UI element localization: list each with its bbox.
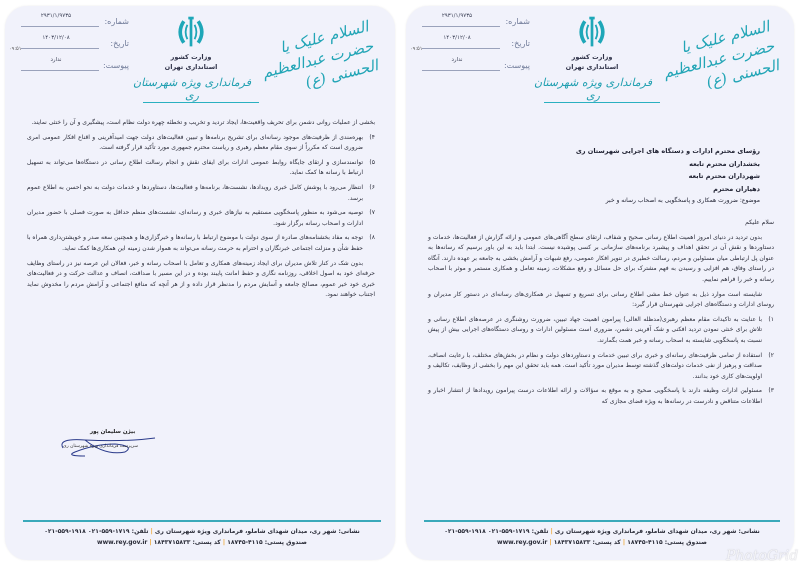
province-name: استانداری تهران xyxy=(164,63,218,71)
letter-meta xyxy=(9,13,129,80)
item-number: ۶) xyxy=(369,183,375,191)
letter-body xyxy=(27,118,375,305)
governorate-name: فرمانداری ویژه شهرستان ری xyxy=(534,76,652,102)
item-text: توانمندسازی و ارتقای جایگاه روابط عمومی ادارات برای ایفای نقش و انجام رسالت اطلاع رسانی در دستگاه‌ها می‌تواند به تسهیل ارتباط با رسانه ها کمک نماید. xyxy=(27,158,363,177)
ministry-name: وزارت کشور xyxy=(170,53,212,61)
time-value: ۰۹:۵۱ xyxy=(9,46,22,52)
time-value: ۰۹:۵۱ xyxy=(410,46,423,52)
footer-website[interactable]: www.rey.gov.ir xyxy=(97,539,148,546)
photogrid-watermark: PhotoGrid xyxy=(726,548,799,564)
date-label: تاریخ: xyxy=(511,39,530,48)
item-text: استفاده از تمامی ظرفیت‌های رسانه‌ای و خبری برای تبیین خدمات و دستاوردهای دولت و نظام در بخش‌های مختلف، با رعایت انصاف، صداقت و پرهیز از نفی خدمات دولت‌های گذشته توسط مدیران مورد تأکید است. همه باید تحقق این مهم را بخشی از وظایف، تکالیف و اولویت‌های کاری خود بدانند. xyxy=(428,351,762,380)
list-item xyxy=(27,233,375,254)
item-number: ۷) xyxy=(369,209,375,217)
footer-phone: تلفن: ۱۷۱۹-۵۵۹-۰۲۱ ۱۹۱۸-۵۵۹-۰۲۱ xyxy=(44,528,149,535)
lead-paragraph: شایسته است موارد ذیل به عنوان خط مشی اطلاع رسانی برای تسریع و تسهیل در همکاری‌های رسانه‌ای در دستور کار مدیران و روسای ادارات و دستگاه‌های اجرایی شهرستان قرار گیرد: xyxy=(428,290,774,309)
list-item xyxy=(428,315,774,347)
date-value: ۱۴۰۳/۱۲/۰۸ xyxy=(42,35,70,41)
item-text: توجه به مفاد بخشنامه‌های صادره از سوی دولت با موضوع ارتباط با رسانه‌ها و خبرگزاری‌ها و همچنین سعه صدر و خویشتن‌داری همراه با حفظ شأن و منزلت اجتماعی خبرنگاران و احترام به حرمت رسانه می‌تواند به هموار شدن زمینه این همکاری‌ها کمک نماید. xyxy=(27,234,363,252)
addressee: شهرداران محترم تابعه xyxy=(688,172,760,180)
salutation-calligraphy: السلام علیک یا حضرت عبدالعظیم الحسنی (ع) xyxy=(260,17,380,92)
footer-po-box: صندوق پستی: ۴۱۱۵-۱۸۷۴۵ xyxy=(627,539,707,546)
number-label: شماره: xyxy=(505,17,530,26)
list-item xyxy=(428,386,774,407)
continuation-paragraph: بخشی از عملیات روانی دشمن برای تحریف واقعیت‌ها، ایجاد تردید و تخریب و تخطئه چهره دولت نظام است، پیشگیری و آن را خنثی نمایند. xyxy=(31,119,375,126)
number-value: ۲۹۳۱/۱/۹۷۳۵ xyxy=(40,13,72,19)
item-text: انتظار می‌رود با پوشش کامل خبری رویدادها، نشست‌ها، برنامه‌ها و فعالیت‌ها، دستاوردها و خدمات دولت به نحو احسن به اطلاع عموم برسد. xyxy=(27,183,363,202)
item-number: ۴) xyxy=(369,133,375,141)
item-text: بهره‌مندی از ظرفیت‌های موجود رسانه‌ای برای تشریح برنامه‌ها و تبیین فعالیت‌های دولت جهت امیدآفرینی و اقناع افکار عمومی امری ضروری است که مکرراً از سوی مقام معظم رهبری و ریاست محترم جمهوری مورد تأکید قرار گرفته است. xyxy=(27,133,363,152)
footer-address: نشانی: شهر ری، میدان شهدای شاملو، فرمانداری ویژه شهرستان ری xyxy=(154,528,360,535)
signer-title: سرپرست فرمانداری ویژه شهرستان ری xyxy=(63,444,138,449)
attachment-label: پیوست: xyxy=(102,61,129,70)
footer-postal-code: کد پستی: ۱۸۴۳۷۱۵۸۳۳ xyxy=(553,539,621,546)
closing-paragraph: بدون شک در کنار تلاش مدیران برای ایجاد زمینه‌های همکاری و تعامل با اصحاب رسانه و خبر، فعالان این عرصه نیز در راستای وظایف حرفه‌ای خود به اصول اخلاقی، روزنامه نگاری و حفظ امانت پایبند بوده و در این مسیر با صداقت، انصاف و عدالت حرکت و در فعالیت‌های خبری خود خیر عموم، مصالح جامعه و آسایش مردم را مدنظر قرار داده و از هر آنچه که منافع اجتماعی و آرامش مردم را مخدوش نماید اجتناب خواهند نمود. xyxy=(27,259,375,299)
footer-po-box: صندوق پستی: ۴۱۱۵-۱۸۷۴۵ xyxy=(227,539,307,546)
list-item xyxy=(27,158,375,179)
footer-divider xyxy=(23,520,381,522)
letter-footer: نشانی: شهر ری، میدان شهدای شاملو، فرمانداری ویژه شهرستان ری | تلفن: ۱۷۱۹-۵۵۹-۰۲۱ ۱۹۱۸-۵۵۹-۰۲۱ صندوق پستی: ۴۱۱۵-۱۸۷۴۵ | کد پستی: ۱۸۴۳۷۱۵۸۳۳ | www.rey.gov.ir xyxy=(44,528,360,546)
list-item xyxy=(428,351,774,383)
attachment-value: ندارد xyxy=(451,57,463,63)
footer-address: نشانی: شهر ری، میدان شهدای شاملو، فرمانداری ویژه شهرستان ری xyxy=(554,528,760,535)
date-label: تاریخ: xyxy=(110,39,129,48)
iran-emblem-icon xyxy=(574,14,610,50)
item-text: توصیه می‌شود به منظور پاسخگویی مستقیم به نیازهای خبری و رسانه‌ای، نشست‌های منظم حداقل به صورت فصلی با حضور مدیران ادارات و اصحاب رسانه برگزار شود. xyxy=(27,209,363,227)
header-divider xyxy=(143,102,259,103)
number-label: شماره: xyxy=(104,17,129,26)
subject-line: موضوع: ضرورت همکاری و پاسخگویی به اصحاب رسانه و خبر xyxy=(605,197,760,204)
iran-emblem-icon xyxy=(173,14,209,50)
addressee: بخشداران محترم تابعه xyxy=(689,159,760,168)
item-number: ۱) xyxy=(768,315,774,323)
list-item xyxy=(27,208,375,229)
governorate-name: فرمانداری ویژه شهرستان ری xyxy=(133,76,251,102)
header-divider xyxy=(544,102,660,103)
footer-website[interactable]: www.rey.gov.ir xyxy=(497,539,548,546)
footer-phone: تلفن: ۱۷۱۹-۵۵۹-۰۲۱ ۱۹۱۸-۵۵۹-۰۲۱ xyxy=(444,528,549,535)
signer-name: بیژن سلیمان پور xyxy=(90,429,136,435)
footer-postal-code: کد پستی: ۱۸۴۳۷۱۵۸۳۳ xyxy=(153,539,221,546)
item-number: ۸) xyxy=(369,234,375,242)
greeting: سلام علیکم xyxy=(745,219,774,226)
addressee-block xyxy=(576,145,760,208)
ministry-name: وزارت کشور xyxy=(571,53,613,61)
letter-footer: نشانی: شهر ری، میدان شهدای شاملو، فرمانداری ویژه شهرستان ری | تلفن: ۱۷۱۹-۵۵۹-۰۲۱ ۱۹۱۸-۵۵۹-۰۲۱ صندوق پستی: ۴۱۱۵-۱۸۷۴۵ | کد پستی: ۱۸۴۳۷۱۵۸۳۳ | www.rey.gov.ir xyxy=(444,528,760,546)
letter-meta xyxy=(410,13,530,80)
attachment-value: ندارد xyxy=(50,57,62,63)
letter-page-1 xyxy=(406,6,794,560)
number-value: ۲۹۳۱/۱/۹۷۳۵ xyxy=(441,13,473,19)
date-value: ۱۴۰۳/۱۲/۰۸ xyxy=(443,35,471,41)
province-name: استانداری تهران xyxy=(565,63,619,71)
addressee: دهیاران محترم xyxy=(713,184,760,193)
intro-paragraph: بدون تردید در دنیای امروز اهمیت اطلاع رسانی صحیح و شفاف، ارتقای سطح آگاهی‌های عمومی و ارائه گزارش از فعالیت‌ها، خدمات و دستاوردها و نقش آن در تحقق اهداف و پیشبرد برنامه‌های سازمانی بر کسی پوشیده نیست. ابتدا باید به این باور برسیم که رسانه‌ها به عنوان پل ارتباطی میان مسئولین و مردم، رسالت خطیری در تنویر افکار عمومی، رفع شبهات و آرامش بخشی به جامعه بر عهده دارند. آنگاه در راستای وفاق، هم افزایی و رسیدن به فهم مشترک برای حل مسائل و رفع مشکلات، زمینه تعامل و همکاری مستمر و موثر با اصحاب رسانه و خبر را فراهم نماییم. xyxy=(428,233,774,283)
item-number: ۳) xyxy=(768,387,774,395)
item-text: مسئولین ادارات وظیفه دارند با پاسخگویی صحیح و به موقع به سؤالات و ارائه اطلاعات درست پیرامون رویدادها از انتشار اخبار و اطلاعات متناقض و نادرست در رسانه‌ها به ویژه فضای مجازی که xyxy=(428,387,762,405)
item-text: با عنایت به تاکیدات مقام معظم رهبری(مدظله العالی) پیرامون اهمیت جهاد تبیین، ضرورت روشنگری در عرصه‌های اطلاع رسانی و تلاش برای خنثی نمودن تردید افکنی و شک آفرینی دشمن، ضروری است مسئولین ادارات و روسای دستگاه‌های اجرایی بیش از پیش نسبت به پاسخگویی شایسته به اصحاب رسانه و خبر همت بگمارند. xyxy=(428,315,762,344)
attachment-label: پیوست: xyxy=(503,61,530,70)
item-number: ۵) xyxy=(369,158,375,166)
ministry-block xyxy=(155,52,227,72)
ministry-block xyxy=(556,52,628,72)
letter-page-2 xyxy=(5,6,395,560)
salutation-calligraphy: السلام علیک یا حضرت عبدالعظیم الحسنی (ع) xyxy=(661,17,781,92)
addressee: رؤسای محترم ادارات و دستگاه های اجرایی شهرستان ری xyxy=(575,147,760,155)
list-item xyxy=(27,133,375,154)
item-number: ۲) xyxy=(768,351,774,359)
letter-body xyxy=(428,218,774,412)
footer-divider xyxy=(424,520,780,522)
list-item xyxy=(27,183,375,204)
